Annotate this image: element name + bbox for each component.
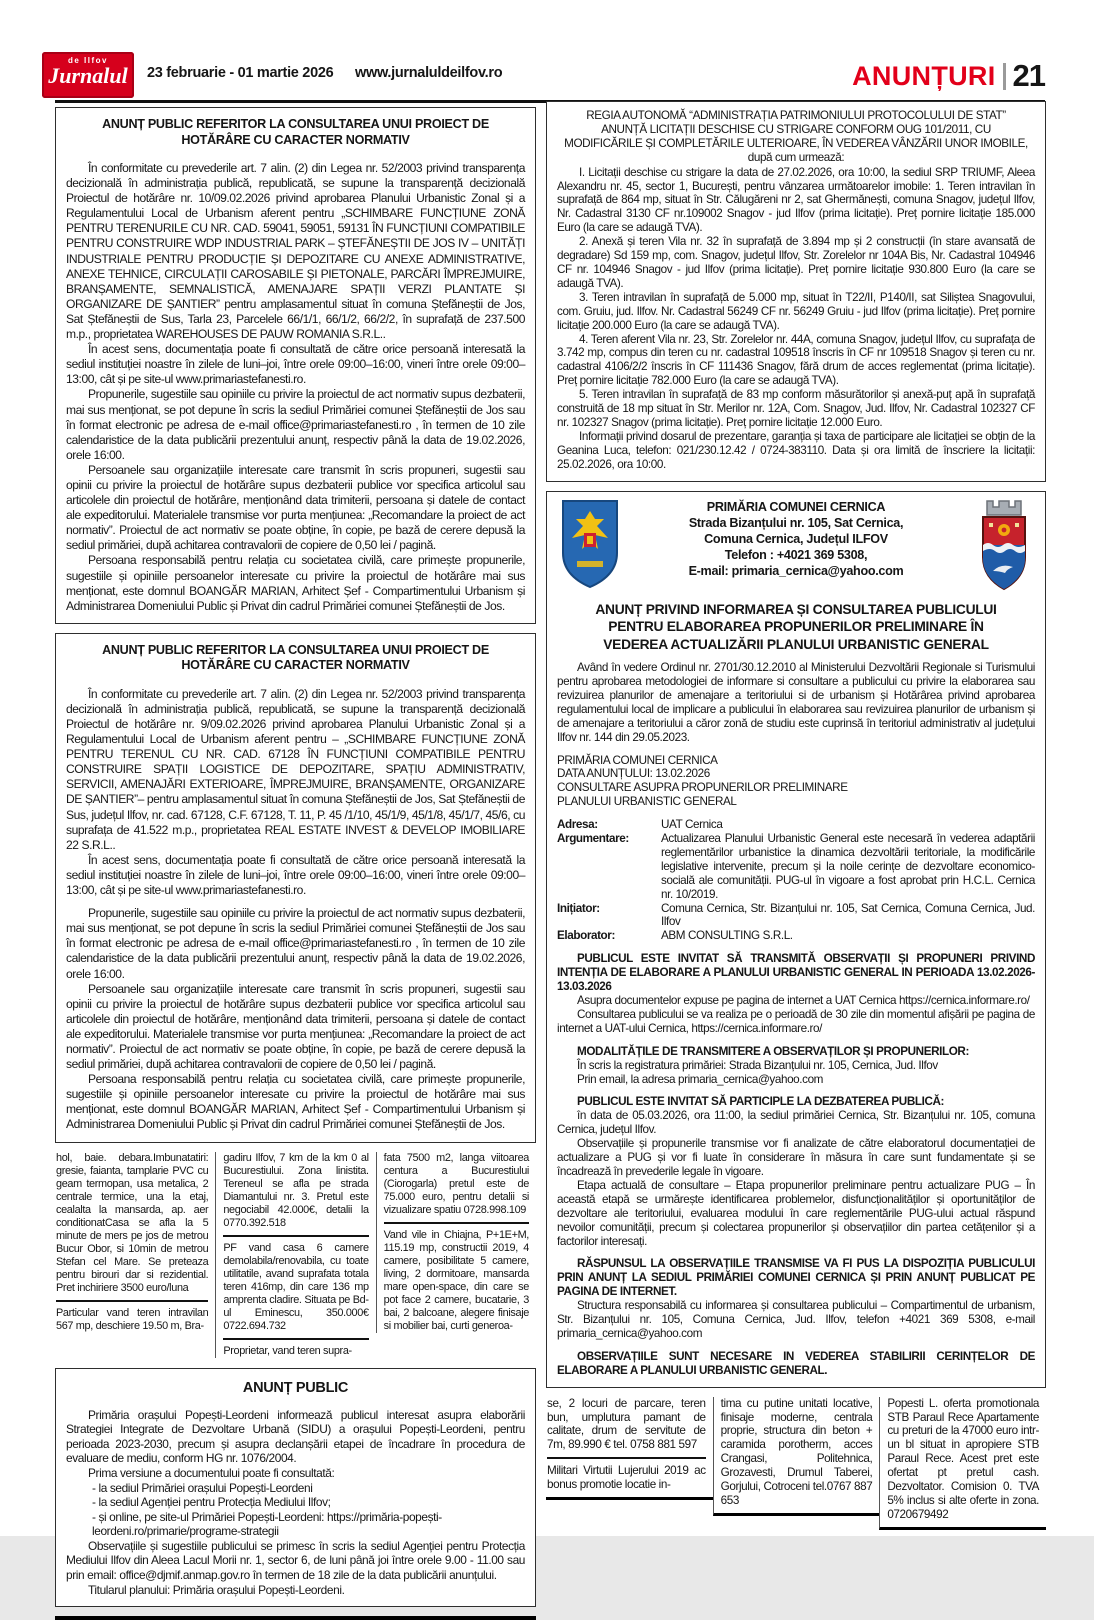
paragraph: Asupra documentelor expuse pe pagina de internet a UAT Cernica https://cernica.informare.ro/ [577, 994, 1030, 1007]
field-value: UAT Cernica [661, 818, 723, 832]
classifieds-left-col2 [215, 1152, 375, 1358]
spacer [557, 1248, 1035, 1257]
info-line: CONSULTARE ASUPRA PROPUNERILOR PRELIMINARE [557, 781, 848, 795]
info-line: PRIMĂRIA COMUNEI CERNICA [557, 753, 718, 767]
paragraph: Persoanele sau organizațiile interesate care transmit în scris propuneri, sugestii sau opinii cu privire la proiectul de hotărâre supus dezbaterii publice vor specifica articolul sau articolele din proiectul de hotărâre, menționând data trimiterii, persoana și datele de contact ale expeditorului. Materialele transmise vor purta mențiunea: „Recomandare la proiect de act normativ”. Proiectul de act normativ se poate obține, în copie, pe bază de cerere depusă la sediul primăriei, după achitarea contravalorii de copiere de 0,50 lei / pagină. [66, 462, 525, 553]
classified-ad: Particular vand teren intravilan 567 mp, deschiere 19.50 m, Bra- [56, 1300, 208, 1333]
cernica-header [557, 499, 1035, 595]
response-bold-paragraph: RĂSPUNSUL LA OBSERVAȚIILE TRANSMISE VA FI PUS LA DISPOZIȚIA PUBLICULUI PRIN ANUNȚ LA SEDIUL PRIMĂRIEI COMUNEI CERNICA ȘI PRIN ANUNȚ PUBLICAT PE PAGINA DE INTERNET. [557, 1257, 1035, 1299]
paragraph: 3. Teren intravilan în suprafață de 5.000 mp, situat în T22/II, P140/II, sat Siliștea Snagovului, com. Gruiu, jud. Ilfov. Nr. Cadastral 56249 CF nr. 56249 Gruiu - jud Ilfov (prima licitație). Preț pornire licitație 200.000 Euro (la care se adaugă TVA). [557, 290, 1035, 332]
section-label: ANUNȚURI [852, 60, 996, 91]
paragraph: Primăria orașului Popești-Leordeni informează publicul interesat asupra elaborării Strategiei Integrate de Dezvoltare Urbană (SIDU) a orașului Popești-Leordeni, pentru perioada 2023-2030, precum și asupra declanșării etapei de încadrare în procedura de evaluare de mediu, conform HG nr. 1076/2004. [66, 1407, 525, 1466]
cernica-email: E-mail: primaria_cernica@yahoo.com [688, 563, 904, 578]
classified-ad: se, 2 locuri de parcare, teren bun, umplutura pamant de calitate, drum de servitute de 7m, 89.990 € tel. 0758 881 597 [547, 1396, 706, 1452]
bottom-rule-left [55, 1616, 536, 1620]
paragraph: Observațiile și sugestiile publicului se primesc în scris la sediul Agenției pentru Protecția Mediului Ilfov din Aleea Lacul Morii nr. 1, sector 6, de luni până joi între orele 9.00 - 11.00 sau prin email: office@djmif.anmap.gov.ro în termen de 18 zile de la data publicării anunțului. [66, 1538, 525, 1583]
page-number: 21 [1012, 58, 1045, 93]
paragraph: Propunerile, sugestiile sau opiniile cu privire la proiectul de act normativ supus dezbaterii, mai sus menționat, se pot depune în scris la sediul Primăriei comunei Ștefăneștii de Jos sau în format electronic pe adresa de e-mail office@primariastefanesti.ro , în termen de 10 zile calendaristice de la data publicării prezentului anunț, respectiv până la data de 19.02.2026, orele 16:00. [66, 906, 525, 981]
paragraph: I. Licitații deschise cu strigare la data de 27.02.2026, ora 10:00, la sediul SRP TRIUMF, Aleea Alexandru nr. 45, sector 1, București, pentru vânzarea următoarelor imobile: 1. Teren intravilan în suprafață de 864 mp, situat în Str. Călugăreni nr 2, sat Ghermănești, comuna Snagov, județul Ilfov, Nr. Cadastral 3130 CF nr.109002 Snagov - jud Ilfov (prima licitație). Preț pornire licitație 185.000 Euro (la care se adaugă TVA). [557, 165, 1035, 235]
jurnalul-logo [42, 52, 134, 98]
field-label: Elaborator: [557, 929, 615, 943]
cernica-address-1: Strada Bizanțului nr. 105, Sat Cernica, [688, 515, 904, 530]
paragraph: În conformitate cu prevederile art. 7 alin. (2) din Legea nr. 52/2003 privind transparența decizională în administrația publică, republicată, se supune la transparență decizională Proiectul de hotărâre nr. 10/09.02.2026 privind aprobarea Planului Urbanistic Zonal și a Regulamentului Local de Urbanism aferent pentru „SCHIMBARE FUNCȚIUNE ZONĂ PENTRU TERENURILE CU NR. CAD. 59041, 59051, 59131 ÎN FUNCȚIUNI COMPATIBILE PENTRU CONSTRUIRE WDP INDUSTRIAL PARK – ȘTEFĂNEȘTII DE JOS IV – UNITĂȚI INDUSTRIALE PENTRU PRODUCȚIE ȘI DEPOZITARE CU ANEXE ADMINISTRATIVE, ANEXE TEHNICE, CIRCULAȚII CAROSABILE ȘI PIETONALE, PARCĂRI ÎMPREJMUIRE, BRANȘAMENTE, SEMNALISTICĂ, AMENAJARE SPAȚII VERZI PLANTATE ȘI ORGANIZARE DE ȘANTIER” pentru amplasamentul situat în comuna Ștefăneștii de Jos, Sat Ștefăneștii de Sus, Tarla 23, Parcelele 66/1/1, 66/1/2, 66/2/2, în suprafață de 237.500 m.p., proprietatea WAREHOUSES DE PAUW ROMANIA S.R.L.. [66, 161, 525, 342]
section-page-group [852, 58, 1045, 94]
public-notice-1 [55, 107, 536, 624]
field-row-argumentare [557, 832, 1035, 902]
spacer [557, 745, 1035, 754]
paragraph: Observațiile și propunerile transmise vor fi analizate de către elaboratorul documentației de actualizare a PUG și vor fi luate în considerare în măsura în care sunt fundamentate și se încadrează în prevederile legale în vigoare. [557, 1137, 1035, 1178]
paragraph: 5. Teren intravilan în suprafață de 83 mp conform măsurătorilor și anexă-puț apă în suprafață construită de 18 mp situat în Str. Merilor nr. 12A, Com. Snagov, Jud. Ilfov, Nr. Cadastral 102327 CF nr. 102327 Snagov (prima licitație). Preț pornire licitație 12.000 Euro. [557, 388, 1035, 429]
paragraph: Propunerile, sugestiile sau opiniile cu privire la proiectul de act normativ supus dezbaterii, mai sus menționat, se pot depune în scris la sediul Primăriei comunei Ștefăneștii de Jos sau în format electronic pe adresa de e-mail office@primariastefanesti.ro , în termen de 10 zile calendaristice de la data publicării prezentului anunț, respectiv până la data de 19.02.2026, orele 16:00. [66, 387, 525, 462]
debate-title: PUBLICUL ESTE INVITAT SĂ PARTICIPLE LA DEZBATEREA PUBLICĂ: [577, 1095, 945, 1109]
cernica-title: ANUNȚ PRIVIND INFORMAREA ȘI CONSULTAREA PUBLICULUI PENTRU ELABORAREA PROPUNERILOR PRELIMINARE ÎN VEDEREA ACTUALIZĂRII PLANULUI URBANISTIC GENERAL [595, 601, 997, 652]
modal-line: Prin email, la adresa primaria_cernica@yahoo.com [577, 1072, 824, 1086]
classified-ad: PF vand casa 6 camere demolabila/renovabila, cu toate utilitatile, avand suprafata totala teren 416mp, din care 136 mp amprenta cladire. Situata pe Bd-ul Eminescu, 350.000€ 0722.694.732 [223, 1235, 368, 1333]
notice-2-title: ANUNȚ PUBLIC REFERITOR LA CONSULTAREA UNUI PROIECT DE HOTĂRÂRE CU CARACTER NORMATIV [102, 642, 489, 673]
classified-ad: gadiru Ilfov, 7 km de la km 0 al Bucurestiului. Zona linistita. Tereneul se afla pe strada Diamantului nr. 3. Pretul este negociabil 42.000€, detalii la 0770.392.518 [223, 1151, 369, 1229]
masthead [48, 52, 1045, 98]
classified-ad: Proprietar, vand teren supra- [223, 1338, 368, 1358]
field-value: Comuna Cernica, Str. Bizanțului nr. 105, Sat Cernica, Comuna Cernica, Jud. Ilfov [661, 901, 1035, 929]
public-notice-2 [55, 633, 536, 1143]
list-item: - la sediul Agenției pentru Protecția Mediului Ilfov; [92, 1495, 331, 1510]
classifieds-right [546, 1397, 1046, 1530]
paragraph: În acest sens, documentația poate fi consultată de către orice persoană interesată la sediul instituției noastre în zilele de luni–joi, între orele 09:00–16:00, vineri între orele 09:00–13:00, cât și pe site-ul www.primariastefanesti.ro. [66, 342, 525, 387]
field-value: Actualizarea Planului Urbanistic General este necesară în vederea adaptării reglementărilor urbanistice la dinamica dezvoltării teritoriale, la modificările legislative intervenite, precum și la noile cerințe de dezvoltare economico-socială ale comunității. PUG-ul în vigoare a fost aprobat prin H.C.L. Cernica nr. 10/2019. [661, 832, 1035, 901]
cernica-notice [546, 491, 1046, 1388]
cernica-address-2: Comuna Cernica, Județul ILFOV [704, 531, 888, 546]
info-line: DATA ANUNȚULUI: 13.02.2026 [557, 767, 710, 781]
paragraph: în data de 05.03.2026, ora 11:00, la sediul primăriei Cernica, Str. Bizanțului nr. 105, comuna Cernica, județul Ilfov. [557, 1109, 1035, 1137]
paragraph: 2. Anexă și teren Vila nr. 32 în suprafață de 3.894 mp și 2 construcții (în stare avansată de degradare) Sd 159 mp, com. Snagov, județul Ilfov, Str. Zorelelor nr 104A Bis, Nr. Cadastral 104946 CF nr. 104946 Snagov - jud Ilfov (prima licitație). Preț pornire licitație 930.800 Euro (la care se adaugă TVA). [557, 235, 1035, 290]
paragraph: Persoana responsabilă pentru relația cu societatea civilă, care primește propunerile, sugestiile și opiniile persoanelor interesate cu privire la proiectul de hotărâre mai sus menționat, este domnul BOANGĂR MARIAN, Arhitect Șef - Compartimentului Urbanism și Administrarea Domeniului Public și Privat din cadrul Primăriei comunei Ștefăneștii de Jos. [66, 1072, 525, 1132]
classified-ad: Vand vile in Chiajna, P+1E+M, 115.19 mp, constructii 2019, 4 camere, posibilitate 5 camere, living, 2 dormitoare, mansarda mare open-space, din care se pot face 2 camere, bucatarie, 3 bai, 2 balcoane, alegere finisaje si mobilier bai, curti generoa- [384, 1222, 529, 1333]
list-item: - și online, pe site-ul Primăriei Popești-Leordeni: https://primăria-popești-leordeni.ro/primarie/programe-strategii [92, 1509, 442, 1539]
website-url: www.jurnaluldeilfov.ro [355, 65, 503, 81]
classified-ad: Militari Virtutii Lujerului 2019 ac bonus promotie locatie in- [547, 1457, 706, 1492]
paragraph: Etapa actuală de consultare – Etapa propunerilor preliminare pentru actualizare PUG – În această etapă se urmărește identificarea problemelor, disfuncționalităților și oportunităților de dezvoltare ale teritoriului, evaluarea modului în care reglementările PUG-ului actual răspund nevoilor comunității, precum și colectarea propunerilor și observațiilor din partea cetățenilor și a factorilor interesați. [557, 1178, 1035, 1248]
info-line: PLANULUI URBANISTIC GENERAL [557, 795, 737, 809]
rapps-heading: REGIA AUTONOMĂ “ADMINISTRAȚIA PATRIMONIULUI PROTOCOLULUI DE STAT” ANUNȚĂ LICITAȚII DESCHISE CU STRIGARE CONFORM OUG 101/2011, CU MODIFICĂRILE ȘI COMPLETĂRILE ULTERIOARE, ÎN VEDEREA VÂNZĂRII UNOR IMOBILE, după cum urmează: [564, 109, 1028, 164]
notice-1-title: ANUNȚ PUBLIC REFERITOR LA CONSULTAREA UNUI PROIECT DE HOTĂRÂRE CU CARACTER NORMATIV [102, 117, 489, 147]
paragraph: Consultarea publicului se va realiza pe o perioadă de 30 zile din momentul afișării pe pagina de internet a UAT-ului Cernica, https://cernica.informare.ro/ [557, 1007, 1035, 1035]
paragraph: Titularul planului: Primăria orașului Popești-Leordeni. [88, 1582, 345, 1597]
field-value: ABM CONSULTING S.R.L. [661, 929, 793, 943]
classifieds-right-colA [546, 1397, 713, 1500]
final-bold-paragraph: OBSERVAȚIILE SUNT NECESARE IN VEDEREA STABILIRII CERINȚELOR DE ELABORARE A PLANULUI URBANISTIC GENERAL. [557, 1349, 1035, 1377]
classifieds-left [55, 1152, 536, 1358]
classifieds-right-colC [879, 1397, 1046, 1530]
anunt-public-title: ANUNȚ PUBLIC [242, 1379, 349, 1396]
paragraph: Având în vedere Ordinul nr. 2701/30.12.2010 al Ministerului Dezvoltării Regionale si Turismului pentru aprobarea metodologiei de informare si consultare a publicului cu privire la elaborarea sau revizuirea planurilor de amenajare a teritoriului si de urbanism și Hotărârea privind aprobarea regulamentului local de implicare a publicului în elaborarea sau revizuirea planurilor de urbanism și de amenajare a teritoriului a căror zonă de studiu este cuprinsă în teritoriul administrativ al județului Ilfov nr. 144 din 29.05.2023. [557, 661, 1035, 744]
field-label: Inițiator: [557, 901, 600, 915]
divider-bar [1003, 63, 1006, 90]
notice-2-body [66, 687, 525, 1133]
left-column [55, 107, 536, 1620]
anunt-public-popesti-box [55, 1368, 536, 1608]
classifieds-right-colB [713, 1397, 880, 1516]
paragraph: Persoanele sau organizațiile interesate care transmit în scris propuneri, sugestii sau opinii cu privire la proiectul de hotărâre supus dezbaterii publice vor specifica articolul sau articolele din proiectul de hotărâre, menționând data trimiterii, persoana și datele de contact ale expeditorului. Materialele transmise vor purta mențiunea: „Recomandare la proiect de act normativ”. Proiectul de act normativ se poate obține, în copie, pe bază de cerere depusă la sediul primăriei, după achitarea contravalorii de copiere de 0,50 lei / pagină. [66, 981, 525, 1072]
field-row-elaborator [557, 929, 1035, 943]
invite-bold-paragraph: PUBLICUL ESTE INVITAT SĂ TRANSMITĂ OBSERVAȚII ȘI PROPUNERI PRIVIND INTENȚIA DE ELABORARE A PLANULUI URBANISTIC GENERAL IN PERIOADA 13.02.2026-13.03.2026 [557, 952, 1035, 994]
paragraph: 4. Teren aferent Vila nr. 23, Str. Zorelelor nr. 44A, comuna Snagov, județul Ilfov, cu suprafața de 3.742 mp, compus din teren cu nr. cadastral 109518 înscris în CF nr 109518 Snagov și teren cu nr. cadastral 4106/2/2 înscris în CF 111436 Snagov, fără drum de acces reglementat (prima licitație). Preț pornire licitație 782.000 Euro (la care se adaugă TVA). [557, 332, 1035, 388]
spacer [557, 809, 1035, 818]
cernica-phone: Telefon : +4021 369 5308, [724, 547, 868, 562]
classified-ad: Popesti L. oferta promotionala STB Paraul Rece Apartamente cu preturi de la 47000 euro intr-un bl situat in apropiere STB Paraul Rece. Acest pret este ofertat pt pretul cash. Dezvoltator. Comision 0. TVA 5% inclus si alte oferte in zona. 0720679492 [887, 1396, 1039, 1521]
classified-ad: fata 7500 m2, langa viitoarea centura a Bucurestiului (Ciorogarla) pretul este de 75.000 euro, pentru detalii si vizualizare spatiu 0728.998.109 [383, 1151, 529, 1216]
cernica-org-name: PRIMĂRIA COMUNEI CERNICA [706, 499, 886, 514]
rapps-body [557, 166, 1035, 472]
field-row-initiator [557, 902, 1035, 930]
modal-line: În scris la registratura primăriei: Strada Bizanțului nr. 105, Cernica, Jud. Ilfov [577, 1058, 938, 1072]
spacer [557, 1341, 1035, 1350]
classified-ad: tima cu putine unitati locative, finisaje moderne, centrala proprie, structura din beton + caramida porotherm, acces Crangasi, Politehnica, Grozavesti, Drumul Taberei, Gorjului, Cotroceni tel.0767 887 653 [720, 1396, 873, 1507]
romania-coat-of-arms-icon [559, 499, 621, 591]
logo-subtitle: de Ilfov [67, 56, 108, 65]
logo-title: Jurnalul [48, 63, 128, 88]
paragraph: Persoana responsabilă pentru relația cu societatea civilă, care primește propunerile, sugestiile și opiniile persoanelor interesate cu privire la proiectul de hotărâre mai sus menționat, este domnul BOANGĂR MARIAN, Arhitect Șef - Compartimentului Urbanism și Administrarea Domeniului Public și Privat din cadrul Primăriei comunei Ștefăneștii de Jos. [66, 553, 525, 613]
issue-date-range: 23 februarie - 01 martie 2026 [147, 65, 334, 81]
classified-ad: hol, baie. debara.Imbunatatiri: gresie, faianta, tamplarie PVC cu geam termopan, usa metalica, 2 centrale termice, una la etaj, cealalta la mansarda, ap. aer conditionatCasa se afla la 5 minute de mers pe jos de metrou Bucur Obor, si 10min de metrou Stefan cel Mare. Se preteaza pentru birouri dar si rezidential. Pret inchiriere 3500 euro/luna [56, 1151, 209, 1294]
notice-1-body [66, 161, 525, 614]
field-label: Argumentare: [557, 832, 629, 846]
paragraph: În acest sens, documentația poate fi consultată de către orice persoană interesată la sediul instituției noastre în zilele de luni–joi, între orele 09:00–16:00, vineri între orele 09:00–13:00, cât și pe site-ul www.primariastefanesti.ro. [66, 852, 525, 898]
modal-title: MODALITĂȚILE DE TRANSMITERE A OBSERVAȚILOR ȘI PROPUNERILOR: [577, 1044, 969, 1058]
spacer [557, 1036, 1035, 1045]
list-item: - la sediul Primăriei orașului Popești-Leordeni [92, 1480, 313, 1495]
rapps-auction-notice [546, 101, 1046, 482]
paragraph: Structura responsabilă cu informarea și consultarea publicului – Compartimentul de urbanism, Str. Bizanțului nr. 105, Comuna Cernica, Jud. Ilfov, telefon +4021 369 5308, e-mail primaria_cernica@yahoo.com [557, 1299, 1035, 1340]
field-row-adresa [557, 818, 1035, 832]
field-label: Adresa: [557, 818, 598, 832]
cernica-head-text [631, 499, 961, 579]
paragraph: Informații privind dosarul de prezentare, garanția și taxa de participare ale licitației se obțin de la Geanina Luca, telefon: 021/230.12.42 / 0724-383110. Data și ora limită de înscriere la licitații: 25.02.2026, ora 10:00. [557, 429, 1035, 471]
classifieds-left-col3 [376, 1152, 536, 1333]
paragraph: În conformitate cu prevederile art. 7 alin. (2) din Legea nr. 52/2003 privind transparența decizională în administrația publică, republicată, se supune la transparență decizională Proiectul de hotărâre nr. 9/09.02.2026 privind aprobarea Planului Urbanistic Zonal și a Regulamentului Local de Urbanism aferent pentru – „SCHIMBARE FUNCȚIUNE ZONĂ PENTRU TERENUL CU NR. CAD. 67128 ÎN FUNCȚIUNI COMPATIBILE PENTRU CONSTRUIRE SPAȚII LOGISTICE DE DEPOZITARE, SPAȚIU ADMINISTRATIV, SERVICII, AMENAJĂRI EXTERIOARE, ÎMPREJMUIRE, BRANȘAMENTE, ORGANIZARE DE ȘANTIER”– pentru amplasamentul situat în comuna Ștefăneștii de Jos, Sat Ștefăneștii de Sus, județul Ilfov, nr. cad. 67128, C.F. 67128, T. 11, P. 45 /1/10, 45/1/9, 45/1/8, 45/1/7, 45/6, cu suprafața de 41.522 m.p., proprietatea REAL ESTATE INVEST & DEVELOP IMOBILIARE 22 S.R.L.. [66, 686, 525, 852]
cernica-coat-of-arms-icon [975, 499, 1033, 595]
spacer [557, 1086, 1035, 1095]
classifieds-left-col1 [55, 1152, 215, 1333]
paragraph: Prima versiune a documentului poate fi consultată: [88, 1465, 335, 1480]
spacer [557, 943, 1035, 952]
right-column [546, 101, 1046, 1530]
